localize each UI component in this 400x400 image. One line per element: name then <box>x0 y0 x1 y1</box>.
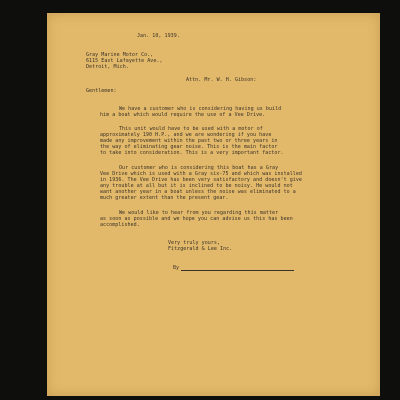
letter-date: Jan. 10, 1939. <box>137 33 180 39</box>
paragraph-line: accomplished. <box>100 222 140 228</box>
signature-prefix: By <box>173 265 180 271</box>
attention-line: Attn. Mr. W. H. Gibson: <box>186 77 257 83</box>
paragraph-line: We have a customer who is considering having us build <box>119 106 282 112</box>
paragraph-line: want another year in a boat unless the noise was eliminated to a <box>100 189 296 195</box>
paragraph-line: We would like to hear from you regarding this matter <box>119 210 279 216</box>
paragraph-line: much greater extent than the present gear. <box>100 195 229 201</box>
salutation: Gentlemen: <box>86 88 117 94</box>
paragraph-line: the way of eliminating gear noise. This is the main factor <box>100 144 278 150</box>
paragraph-line: as soon as possible and we hope you can advise us this has been <box>100 216 293 222</box>
closing: Very truly yours, <box>168 240 221 246</box>
paragraph-line: Our customer who is considering this boat has a Gray <box>119 165 279 171</box>
paragraph-line: him a boat which would require the use of a Vee Drive. <box>100 112 266 118</box>
paragraph-line: approximately 190 H.P., and we are wondering if you have <box>100 132 272 138</box>
signature-line <box>181 270 294 271</box>
recipient-line: Detroit, Mich. <box>86 64 129 70</box>
company-name: Fitzgerald & Lee Inc. <box>168 246 233 252</box>
paragraph-line: any trouble at all but it is inclined to be noisy. He would not <box>100 183 293 189</box>
paragraph-line: made any improvement within the past two or three years in <box>100 138 278 144</box>
recipient-line: Gray Marine Motor Co., <box>86 52 154 58</box>
paragraph-line: to take into consideration. This is a very important factor. <box>100 150 284 156</box>
paragraph-line: Vee Drive which is used with a Gray six-75 and which was installed <box>100 171 302 177</box>
letter-page <box>47 13 380 396</box>
paragraph-line: This unit would have to be used with a motor of <box>119 126 263 132</box>
recipient-line: 6115 East Lafayette Ave., <box>86 58 163 64</box>
paragraph-line: in 1936. The Vee Drive has been very satisfactory and doesn't give <box>100 177 302 183</box>
